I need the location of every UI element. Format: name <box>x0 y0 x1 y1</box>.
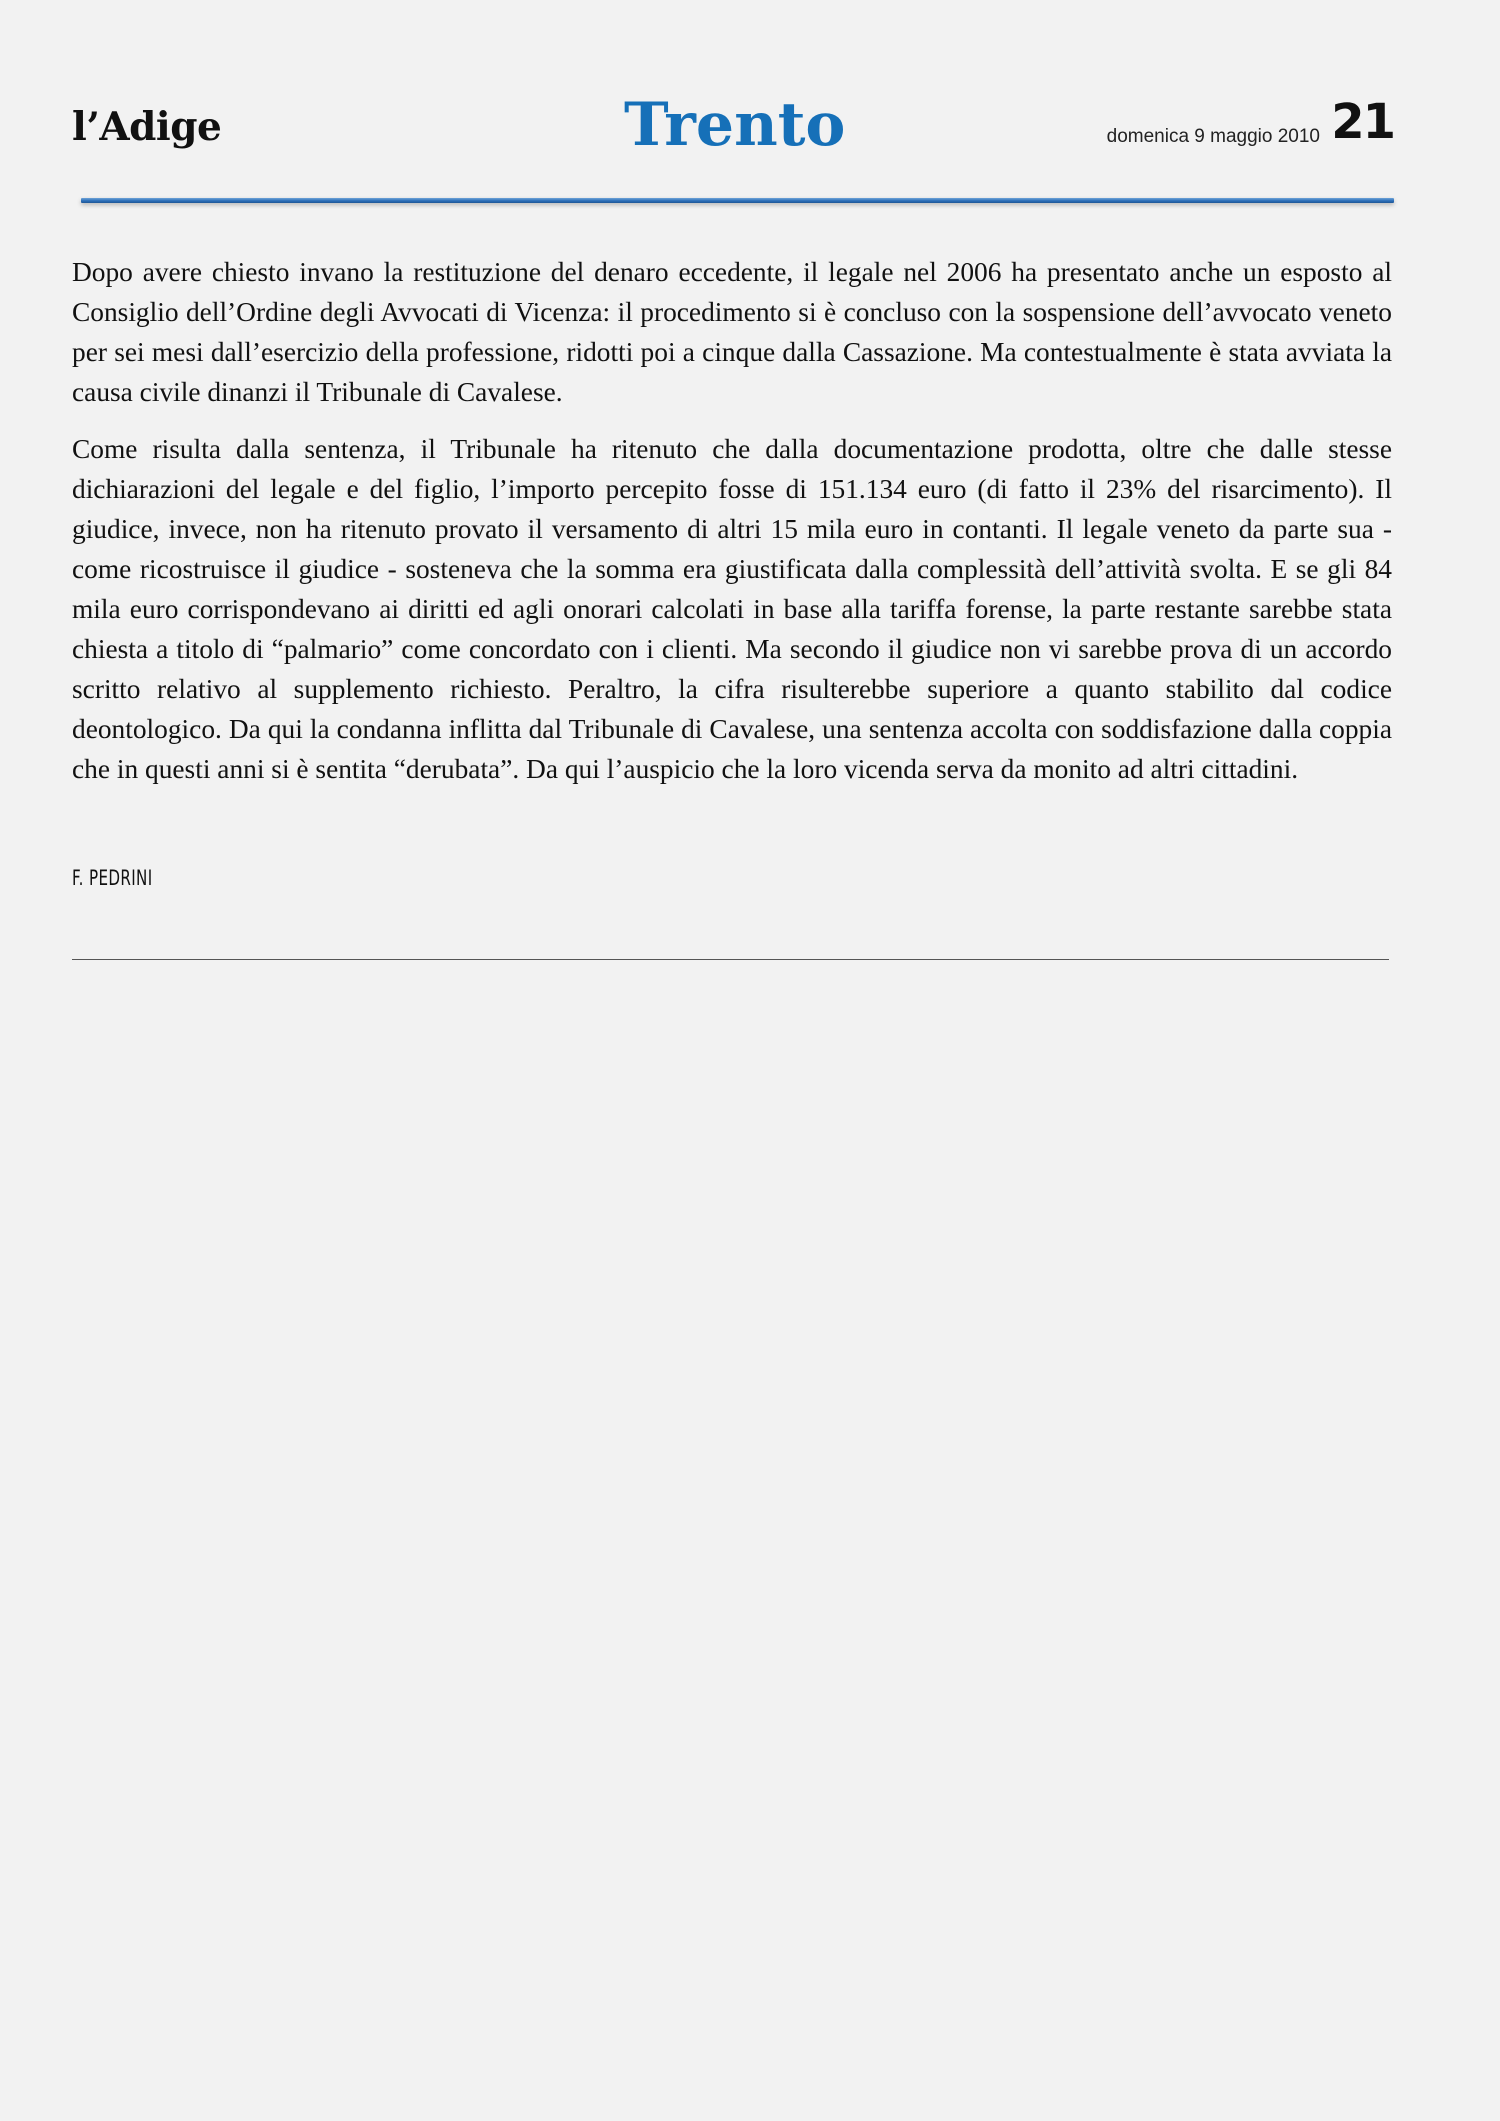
article-body <box>72 252 1392 806</box>
newspaper-name: l’Adige <box>72 104 222 150</box>
article-end-divider <box>72 959 1389 960</box>
masthead <box>72 90 1394 170</box>
author-byline: F. PEDRINI <box>72 866 153 890</box>
article-paragraph-1: Dopo avere chiesto invano la restituzione del denaro eccedente, il legale nel 2006 ha presentato anche un esposto al Consiglio dell’Ordine degli Avvocati di Vicenza: il procedimento si è concluso con la sospensione dell’avvocato veneto per sei mesi dall’esercizio della professione, ridotti poi a cinque dalla Cassazione. Ma contestualmente è stata avviata la causa civile dinanzi il Tribunale di Cavalese. <box>72 257 1392 407</box>
issue-date: domenica 9 maggio 2010 <box>1106 126 1320 147</box>
header-divider <box>81 198 1394 203</box>
article-paragraph-2: Come risulta dalla sentenza, il Tribunale ha ritenuto che dalla documentazione prodotta, oltre che dalle stesse dichiarazioni del legale e del figlio, l’importo percepito fosse di 151.134 euro (di fatto il 23% del risarcimento). Il giudice, invece, non ha ritenuto provato il versamento di altri 15 mila euro in contanti. Il legale veneto da parte sua - come ricostruisce il giudice - sosteneva che la somma era giustificata dalla complessità dell’attività svolta. E se gli 84 mila euro corrispondevano ai diritti ed agli onorari calcolati in base alla tariffa forense, la parte restante sarebbe stata chiesta a titolo di “palmario” come concordato con i clienti. Ma secondo il giudice non vi sarebbe prova di un accordo scritto relativo al supplemento richiesto. Peraltro, la cifra risulterebbe superiore a quanto stabilito dal codice deontologico. Da qui la condanna inflitta dal Tribunale di Cavalese, una sentenza accolta con soddisfazione dalla coppia che in questi anni si è sentita “derubata”. Da qui l’auspicio che la loro vicenda serva da monito ad altri cittadini. <box>72 434 1392 784</box>
page-number: 21 <box>1331 94 1394 150</box>
section-title: Trento <box>624 90 846 160</box>
